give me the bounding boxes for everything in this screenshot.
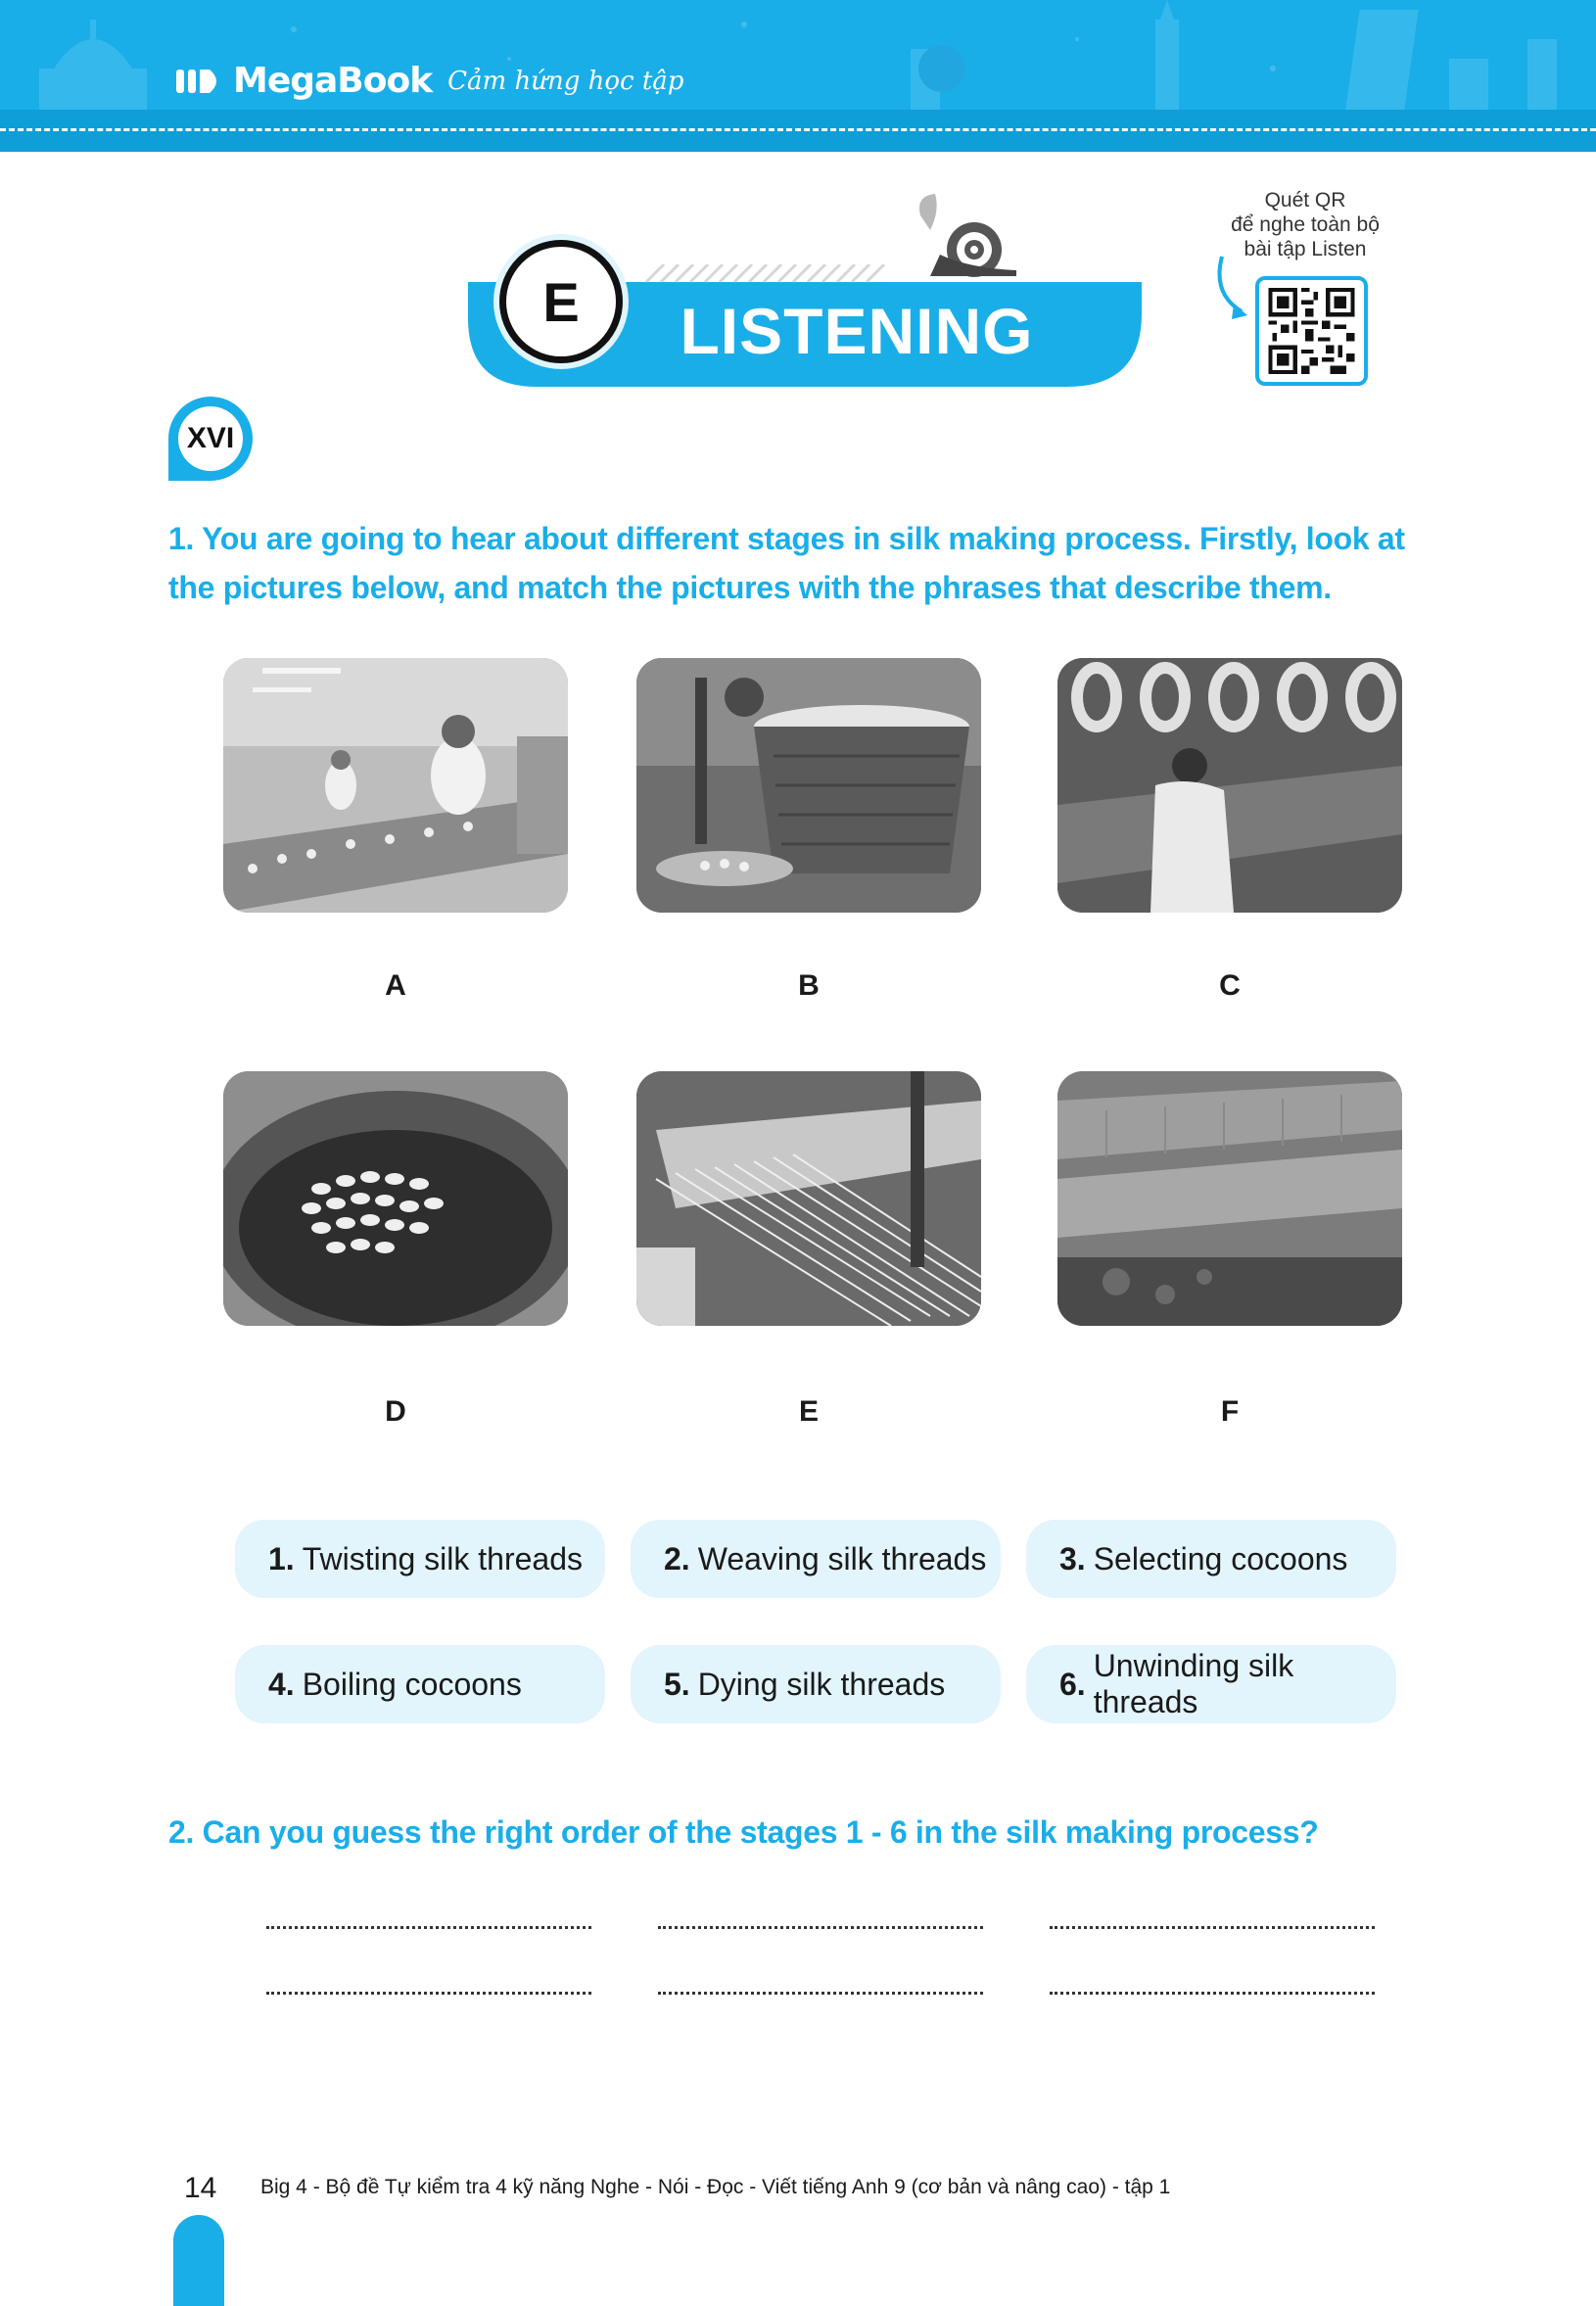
answer-blank[interactable]: [658, 1925, 983, 1929]
picture-a: [223, 658, 568, 913]
question-1: 1. You are going to hear about different stages in silk making process. Firstly, look at the pictures below, and match the pictures with the phrases that describe them.: [168, 521, 1405, 605]
qr-caption-line: để nghe toàn bộ: [1231, 213, 1380, 236]
picture-label-b: B: [798, 969, 820, 1002]
cocoons-in-boiling-pot-photo-icon: [223, 1071, 568, 1326]
brand-logo: [176, 61, 683, 101]
exercise-number: XVI: [178, 406, 243, 471]
answer-blank[interactable]: [658, 1991, 983, 1995]
cocoon-basket-reeling-photo-icon: [636, 658, 981, 913]
dyed-silk-threads-photo-icon: [1057, 1071, 1402, 1326]
picture-label-e: E: [798, 1395, 819, 1428]
phrase-1: [235, 1520, 605, 1598]
banner-dashed-line: [0, 128, 1596, 131]
brand-name: MegaBook: [233, 61, 433, 101]
footer-tab: [173, 2215, 224, 2306]
qr-code-icon: [1267, 288, 1356, 374]
phrase-number: 5.: [664, 1666, 690, 1702]
phrase-2: [631, 1520, 1001, 1598]
page-number: 14: [184, 2172, 217, 2204]
section-title: LISTENING: [680, 295, 1034, 367]
picture-b: [636, 658, 981, 913]
phrase-text: Twisting silk threads: [302, 1540, 584, 1577]
answer-blank[interactable]: [266, 1991, 591, 1995]
picture-label-f: F: [1220, 1395, 1240, 1428]
picture-label-d: D: [385, 1395, 406, 1428]
snail-icon: [911, 186, 1023, 284]
phrase-4: [235, 1645, 605, 1723]
phrase-text: Unwinding silk threads: [1093, 1648, 1294, 1719]
workers-sorting-cocoons-photo-icon: [223, 658, 568, 913]
megabook-logo-icon: [176, 68, 225, 95]
phrase-number: 2.: [664, 1540, 690, 1577]
phrase-number: 1.: [268, 1540, 295, 1577]
phrase-number: 4.: [268, 1666, 295, 1702]
phrase-text: Boiling cocoons: [302, 1666, 522, 1702]
phrase-text: Weaving silk threads: [697, 1540, 987, 1577]
section-letter-badge: E: [499, 240, 623, 363]
book-title: Big 4 - Bộ đề Tự kiểm tra 4 kỹ năng Nghe - Nói - Đọc - Viết tiếng Anh 9 (cơ bản và nâng cao) - tập 1: [260, 2176, 1171, 2198]
phrase-number: 6.: [1059, 1666, 1086, 1702]
qr-caption-line: bài tập Listen: [1244, 238, 1367, 260]
qr-caption-line: Quét QR: [1264, 189, 1346, 212]
woman-spinning-machine-photo-icon: [1057, 658, 1402, 913]
curved-arrow-icon: [1212, 255, 1251, 323]
picture-d: [223, 1071, 568, 1326]
answer-blank[interactable]: [1050, 1991, 1375, 1995]
phrase-text: Dying silk threads: [697, 1666, 946, 1702]
picture-label-c: C: [1219, 969, 1241, 1002]
header-banner: [0, 0, 1596, 152]
picture-f: [1057, 1071, 1402, 1326]
picture-label-a: A: [385, 969, 406, 1002]
answer-blank[interactable]: [266, 1925, 591, 1929]
qr-caption: [1193, 188, 1418, 261]
qr-code[interactable]: [1255, 276, 1368, 386]
phrase-6: [1026, 1645, 1396, 1723]
phrase-text: Selecting cocoons: [1093, 1540, 1348, 1577]
answer-blank[interactable]: [1050, 1925, 1375, 1929]
phrase-3: [1026, 1520, 1396, 1598]
question-2: 2. Can you guess the right order of the stages 1 - 6 in the silk making process?: [168, 1814, 1319, 1850]
phrase-number: 3.: [1059, 1540, 1086, 1577]
picture-c: [1057, 658, 1402, 913]
loom-weaving-photo-icon: [636, 1071, 981, 1326]
phrase-5: [631, 1645, 1001, 1723]
picture-e: [636, 1071, 981, 1326]
brand-tagline: Cảm hứng học tập: [447, 66, 684, 96]
